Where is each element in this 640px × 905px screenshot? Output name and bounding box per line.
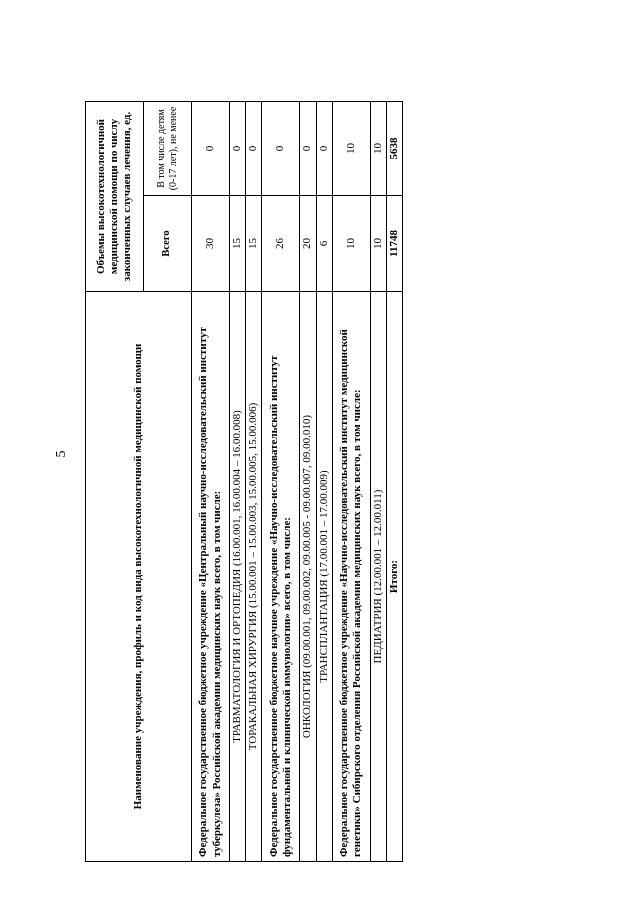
header-volume: Объемы высокотехнологичной медицинской помощи по числу законченных случаев лечения, ед.: [86, 102, 144, 292]
row-children: 0: [192, 102, 230, 196]
page-number: 5: [54, 450, 69, 458]
table-row: [246, 102, 262, 862]
row-name: ТРАНСПЛАНТАЦИЯ (17.00.001 – 17.00.009): [316, 292, 332, 862]
row-total: 20: [300, 196, 316, 292]
table-row: [262, 102, 300, 862]
hmp-volume-table: [85, 101, 403, 862]
header-name: Наименование учреждения, профиль и код вида высокотехнологичной медицинской помощи: [86, 292, 192, 862]
row-children: 0: [262, 102, 300, 196]
row-total: 10: [332, 196, 370, 292]
row-name: ОНКОЛОГИЯ (09.00.001, 09.00.002, 09.00.005 - 09.00.007, 09.00.010): [300, 292, 316, 862]
row-name: Федеральное государственное бюджетное учреждение «Научно-исследовательский институт медицинской генетики» Сибирского отделения Российской академии медицинских наук всего, в том числе:: [332, 292, 370, 862]
table-row: [332, 102, 370, 862]
rotated-table-container: [85, 102, 400, 862]
row-name: Федеральное государственное бюджетное учреждение «Центральный научно-исследовательский институт туберкулеза» Российской академии медицинских наук всего, в том числе:: [192, 292, 230, 862]
row-children: 0: [300, 102, 316, 196]
header-children: В том числе детям (0-17 лет), не менее: [144, 102, 192, 196]
row-children: 10: [370, 102, 386, 196]
row-total: 6: [316, 196, 332, 292]
table-row: [370, 102, 386, 862]
row-total: 30: [192, 196, 230, 292]
row-children: 0: [246, 102, 262, 196]
table-row: [192, 102, 230, 862]
table-row: [230, 102, 246, 862]
table-row-total: [386, 102, 402, 862]
row-children: 10: [332, 102, 370, 196]
row-total: 11748: [386, 196, 402, 292]
row-name: Итого:: [386, 292, 402, 862]
header-total: Всего: [144, 196, 192, 292]
table-row: [316, 102, 332, 862]
row-children: 0: [316, 102, 332, 196]
row-name: ТРАВМАТОЛОГИЯ И ОРТОПЕДИЯ (16.00.001, 16.00.004 – 16.00.008): [230, 292, 246, 862]
row-total: 15: [246, 196, 262, 292]
row-name: ТОРАКАЛЬНАЯ ХИРУРГИЯ (15.00.001 – 15.00.003, 15.00.005, 15.00.006): [246, 292, 262, 862]
row-name: ПЕДИАТРИЯ (12.00.001 – 12.00.011): [370, 292, 386, 862]
row-total: 10: [370, 196, 386, 292]
row-total: 26: [262, 196, 300, 292]
row-name: Федеральное государственное бюджетное научное учреждение «Научно-исследовательский институт фундаментальной и клинической иммунологии» всего, в том числе:: [262, 292, 300, 862]
row-children: 5638: [386, 102, 402, 196]
row-total: 15: [230, 196, 246, 292]
table-row: [300, 102, 316, 862]
row-children: 0: [230, 102, 246, 196]
